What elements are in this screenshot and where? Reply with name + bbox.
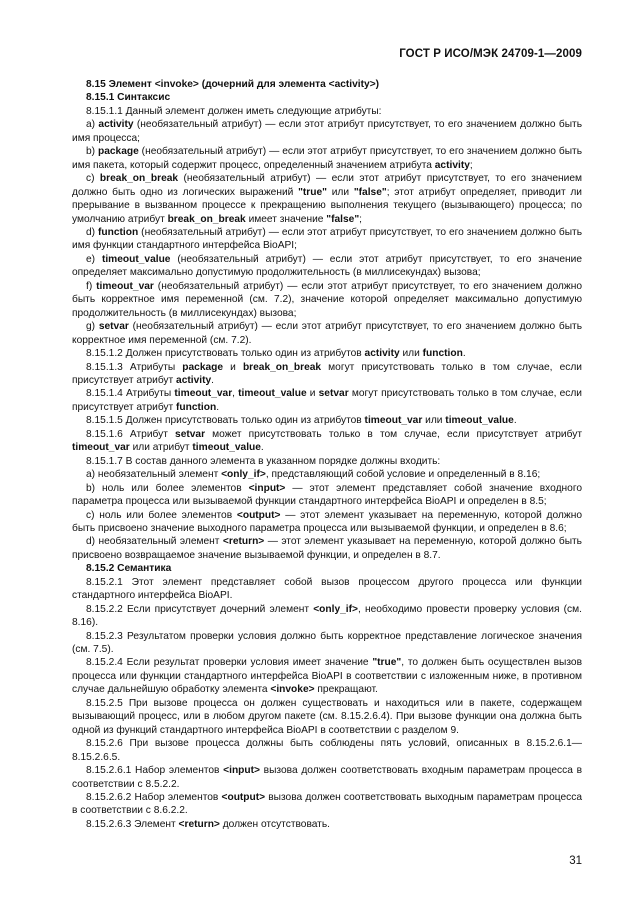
paragraph: 8.15.2.6.1 Набор элементов <input> вызова должен соответствовать входным параметрам процесса в соответствии с 8.5.2.2.: [72, 765, 582, 790]
paragraph: 8.15.2.3 Результатом проверки условия должно быть корректное представление логическое значения (см. 7.5).: [72, 630, 582, 656]
paragraph: 8.15.1.4 Атрибуты timeout_var, timeout_value и setvar могут присутствовать только в том случае, если присутствует атрибут function.: [72, 388, 582, 413]
section-heading: 8.15 Элемент <invoke> (дочерний для элемента <activity>): [86, 79, 380, 90]
paragraph: f) timeout_var (необязательный атрибут) — если этот атрибут присутствует, то его значением должно быть корректное имя переменной (см. 7.2), значение которой определяет максимально допустимую продолжительность (в миллисекундах) вызова;: [72, 280, 582, 319]
section-heading: 8.15.2 Семантика: [86, 563, 172, 575]
paragraph: 8.15.2.2 Если присутствует дочерний элемент <only_if>, необходимо провести проверку условия (см. 8.16).: [72, 603, 582, 629]
document-body: [72, 78, 582, 831]
paragraph: 8.15.1.2 Должен присутствовать только один из атрибутов activity или function.: [86, 348, 466, 360]
paragraph: d) необязательный элемент <return> — этот элемент указывает на переменную, которой должно быть присвоено возвращаемое значение вызываемой функции, и определен в 8.7.: [72, 536, 582, 561]
paragraph: 8.15.1.1 Данный элемент должен иметь следующие атрибуты:: [86, 105, 382, 117]
paragraph: 8.15.1.7 В состав данного элемента в указанном порядке должны входить:: [86, 455, 441, 467]
paragraph: 8.15.2.6 При вызове процесса должны быть соблюдены пять условий, описанных в 8.15.2.6.1—8.15.2.6.5.: [72, 738, 582, 763]
section-heading: 8.15.1 Синтаксис: [86, 92, 171, 104]
paragraph: 8.15.1.6 Атрибут setvar может присутствовать только в том случае, если присутствует атрибут timeout_var или атрибут timeout_value.: [72, 428, 582, 454]
paragraph: a) необязательный элемент <only_if>, представляющий собой условие и определенный в 8.16;: [86, 469, 541, 481]
paragraph: 8.15.1.5 Должен присутствовать только один из атрибутов timeout_var или timeout_value.: [86, 415, 517, 427]
paragraph: c) ноль или более элементов <output> — этот элемент указывает на переменную, которой должно быть присвоено значение выходного параметра процесса или вызываемой функции, и определен в 8.6;: [72, 509, 582, 534]
paragraph: 8.15.2.1 Этот элемент представляет собой вызов процессом другого процесса или функции стандартного интерфейса BioAPI.: [72, 576, 582, 602]
paragraph: g) setvar (необязательный атрибут) — если этот атрибут присутствует, то его значением должно быть корректное имя переменной (см. 7.2).: [72, 321, 583, 346]
paragraph: 8.15.2.6.2 Набор элементов <output> вызова должен соответствовать выходным параметрам процесса в соответствии с 8.6.2.2.: [72, 792, 583, 817]
paragraph: e) timeout_value (необязательный атрибут) — если этот атрибут присутствует, то его значение определяет максимально допустимую продолжительность (в миллисекундах) вызова;: [72, 253, 582, 279]
paragraph: d) function (необязательный атрибут) — если этот атрибут присутствует, то его значением должно быть имя функции стандартного интерфейса BioAPI;: [72, 226, 583, 252]
paragraph: 8.15.2.5 При вызове процесса он должен существовать и находиться или в пакете, содержащем вызывающий процесс, или в любом другом пакете (см. 8.15.2.6.4). При вызове функции она должна быть одной из функций стандартного интерфейса BioAPI в соответствии с разделом 9.: [72, 697, 582, 736]
paragraph: b) ноль или более элементов <input> — этот элемент представляет собой значение входного параметра процесса или вызываемой функции стандартного интерфейса BioAPI и определен в 8.5;: [72, 482, 582, 508]
paragraph: 8.15.1.3 Атрибуты package и break_on_break могут присутствовать только в том случае, если присутствует атрибут activity.: [72, 361, 582, 386]
document-header: ГОСТ Р ИСО/МЭК 24709-1—2009: [399, 48, 582, 60]
paragraph: a) activity (необязательный атрибут) — если этот атрибут присутствует, то его значением должно быть имя процесса;: [72, 119, 583, 144]
page-number: 31: [569, 855, 582, 867]
paragraph: b) package (необязательный атрибут) — если этот атрибут присутствует, то его значением должно быть имя пакета, который содержит процесс, определенный значением атрибута activity;: [72, 146, 583, 171]
paragraph: 8.15.2.4 Если результат проверки условия имеет значение "true", то должен быть осуществлен вызов процесса или функции стандартного интерфейса BioAPI в соответствии с изложенным ниже, в противном случае дальнейшую обработку элемента <invoke> прекращают.: [72, 657, 582, 696]
paragraph: c) break_on_break (необязательный атрибут) — если этот атрибут присутствует, то его значением должно быть одно из логических выражений "true" или "false"; этот атрибут определяет, приводит ли прерывание в вызванном процессе к прекращению выполнения текущего (вызывающего) процесса; по умолчанию атрибут break_on_break имеет значение "false";: [72, 173, 582, 225]
paragraph: 8.15.2.6.3 Элемент <return> должен отсутствовать.: [86, 818, 330, 830]
